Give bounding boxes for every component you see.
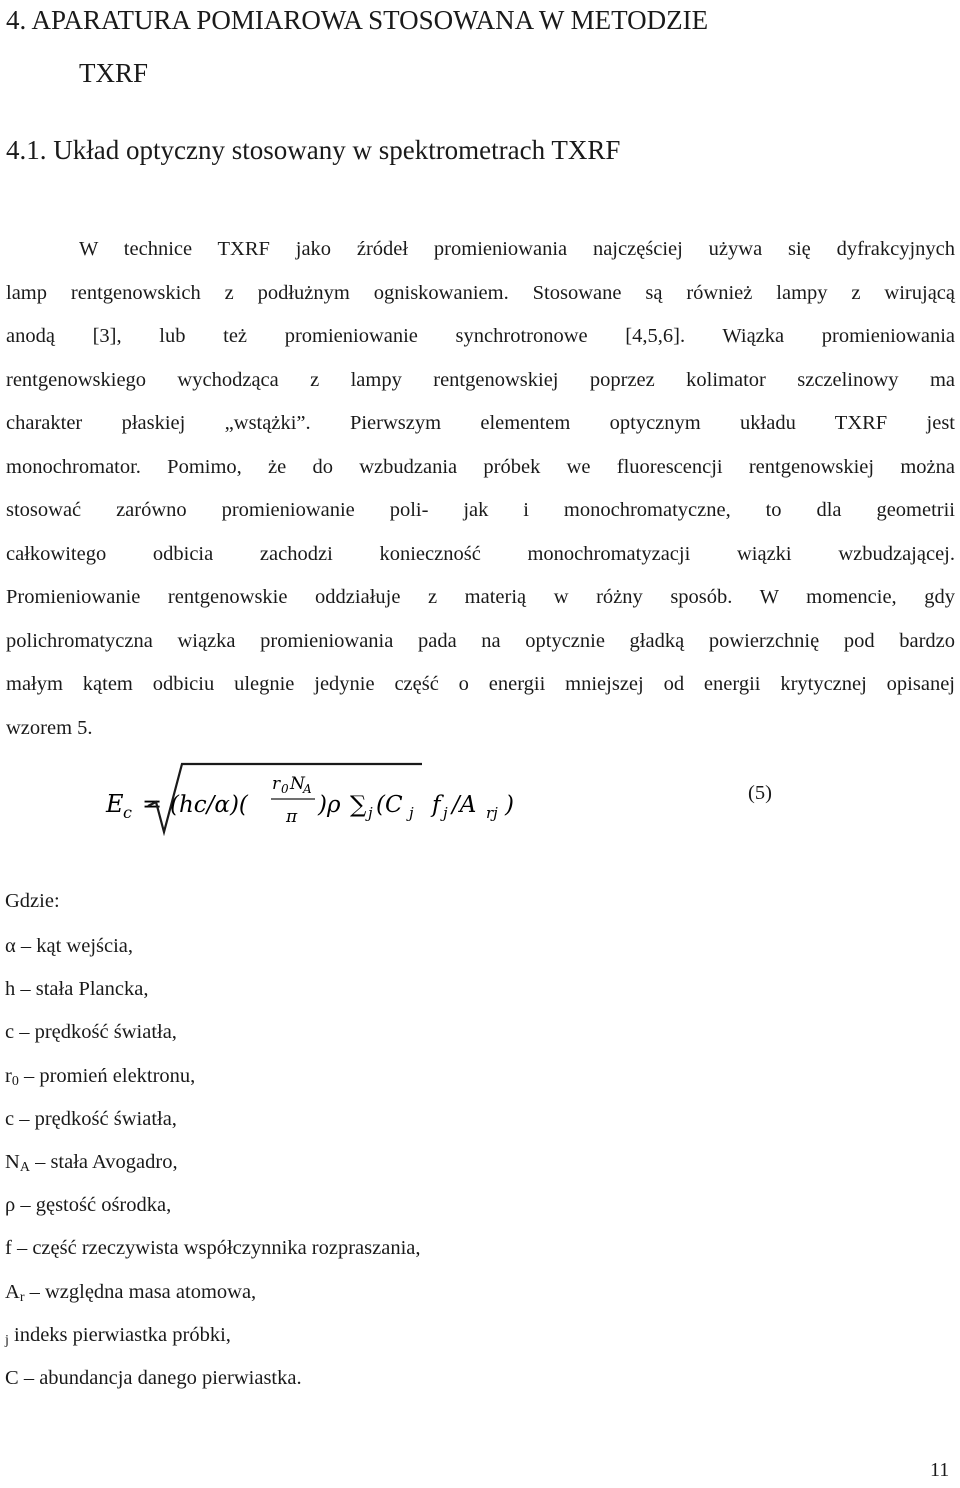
def-text: prędkość światła, [34,1107,177,1130]
definition-item [5,1271,421,1314]
paragraph-line: wzorem 5. [6,716,93,739]
paragraph-line: charakter płaskiej „wstążki”. Pierwszym elementem optycznym układu TXRF jest [6,412,955,434]
def-text: indeks pierwiastka próbki, [14,1323,231,1346]
eq-frac-num2-sub: A [303,782,312,796]
def-symbol: C [5,1366,19,1389]
eq-lhs: E [106,790,124,818]
def-dash: – [23,1064,35,1087]
eq-term3-sub: j [409,804,414,822]
eq-equals: = [142,790,163,818]
eq-sum: ∑ [350,792,367,818]
def-text: promień elektronu, [39,1064,196,1087]
eq-term5: /A [452,792,477,818]
eq-frac-num-sub: 0 [281,782,289,796]
paragraph-line: rentgenowskiego wychodząca z lampy rentgenowskiej poprzez kolimator szczelinowy ma [6,368,955,391]
paragraph-line: W technice TXRF jako źródeł promieniowania najczęściej używa się dyfrakcyjnych [79,238,955,260]
eq-term3: (C [376,792,403,818]
def-symbol: N [5,1150,20,1173]
paragraph-line: Promieniowanie rentgenowskie oddziałuje z materią w różny sposób. W momencie, gdy [6,586,955,608]
def-text: stała Plancka, [35,978,149,1001]
definition-item [5,1314,421,1357]
def-symbol: c [5,1107,15,1130]
def-dash: – [20,935,32,957]
def-text: względna masa atomowa, [44,1280,257,1303]
chapter-heading-line1: 4. APARATURA POMIAROWA STOSOWANA W METODZIE [6,5,709,35]
body-paragraph [6,228,955,750]
def-symbol: f [5,1237,12,1260]
chapter-heading-line2: TXRF [79,58,149,88]
definition-item [5,1141,421,1184]
def-text: stała Avogadro, [50,1150,178,1173]
paragraph-line: małym kątem odbiciu ulegnie jedynie część o energii mniejszej od energii krytycznej opisanej [6,673,955,695]
def-text: prędkość światła, [34,1021,177,1044]
paragraph-line: monochromator. Pomimo, że do wzbudzania próbek we fluorescencji rentgenowskiej można [6,455,955,478]
eq-frac-num2: N [290,774,305,794]
def-dash: – [20,1194,31,1217]
def-dash: – [19,1107,30,1130]
def-text: gęstość ośrodka, [35,1194,172,1217]
def-dash: – [35,1150,46,1173]
definition-item [5,1098,421,1141]
eq-term2: )ρ [318,792,341,818]
eq-lhs-sub: c [123,803,132,822]
def-text: kąt wejścia, [36,935,134,957]
equation-graphic [100,762,540,836]
definition-item [5,1184,421,1227]
section-heading: 4.1. Układ optyczny stosowany w spektrometrach TXRF [6,135,621,165]
eq-sum-sub: j [368,804,373,822]
equation-5 [100,762,540,836]
def-symbol: ρ [5,1194,16,1217]
definition-item [5,1357,421,1400]
eq-frac-num: r [272,774,281,794]
paragraph-line: polichromatyczna wiązka promieniowania pada na optycznie gładką powierzchnię pod bardzo [6,629,955,652]
definition-item [5,1227,421,1270]
equation-number: (5) [748,782,772,804]
where-label: Gdzie: [5,890,60,912]
def-symbol-sub: A [19,1159,30,1175]
def-dash: – [23,1366,35,1389]
definitions-list [5,925,421,1400]
def-dash: – [29,1280,40,1303]
eq-term1: (hc/α)( [170,792,248,818]
def-symbol: r [5,1064,12,1087]
definition-item [5,925,421,968]
def-symbol-sub: r [19,1289,25,1305]
definition-item [5,1011,421,1054]
eq-term4-sub: j [443,804,448,822]
def-text: abundancja danego pierwiastka. [39,1366,302,1389]
def-text: część rzeczywista współczynnika rozpraszania, [32,1237,421,1260]
paragraph-line: stosować zarówno promieniowanie poli- jak i monochromatyczne, to dla geometrii [6,499,955,521]
eq-term5-sub: rj [486,804,498,822]
def-symbol: c [5,1021,15,1044]
def-symbol: A [5,1280,20,1303]
definition-item [5,968,421,1011]
paragraph-line: anodą [3], lub też promieniowanie synchrotronowe [4,5,6]. Wiązka promieniowania [6,325,955,347]
def-symbol: h [5,978,16,1001]
definition-item [5,1055,421,1098]
paragraph-line: całkowitego odbicia zachodzi konieczność monochromatyzacji wiązki wzbudzającej. [6,542,955,565]
paragraph-line: lamp rentgenowskich z podłużnym ogniskowaniem. Stosowane są również lampy z wirującą [6,281,955,304]
def-symbol-sub: j [5,1332,9,1348]
def-dash: – [19,1021,30,1044]
def-dash: – [20,978,31,1001]
def-symbol: α [5,935,16,957]
page-number: 11 [930,1459,950,1481]
eq-term4: f [432,792,441,818]
eq-term6: ) [505,792,514,818]
def-symbol-sub: 0 [11,1073,19,1089]
eq-frac-den: π [286,807,298,827]
def-dash: – [16,1237,28,1260]
where-label-block [5,880,60,923]
